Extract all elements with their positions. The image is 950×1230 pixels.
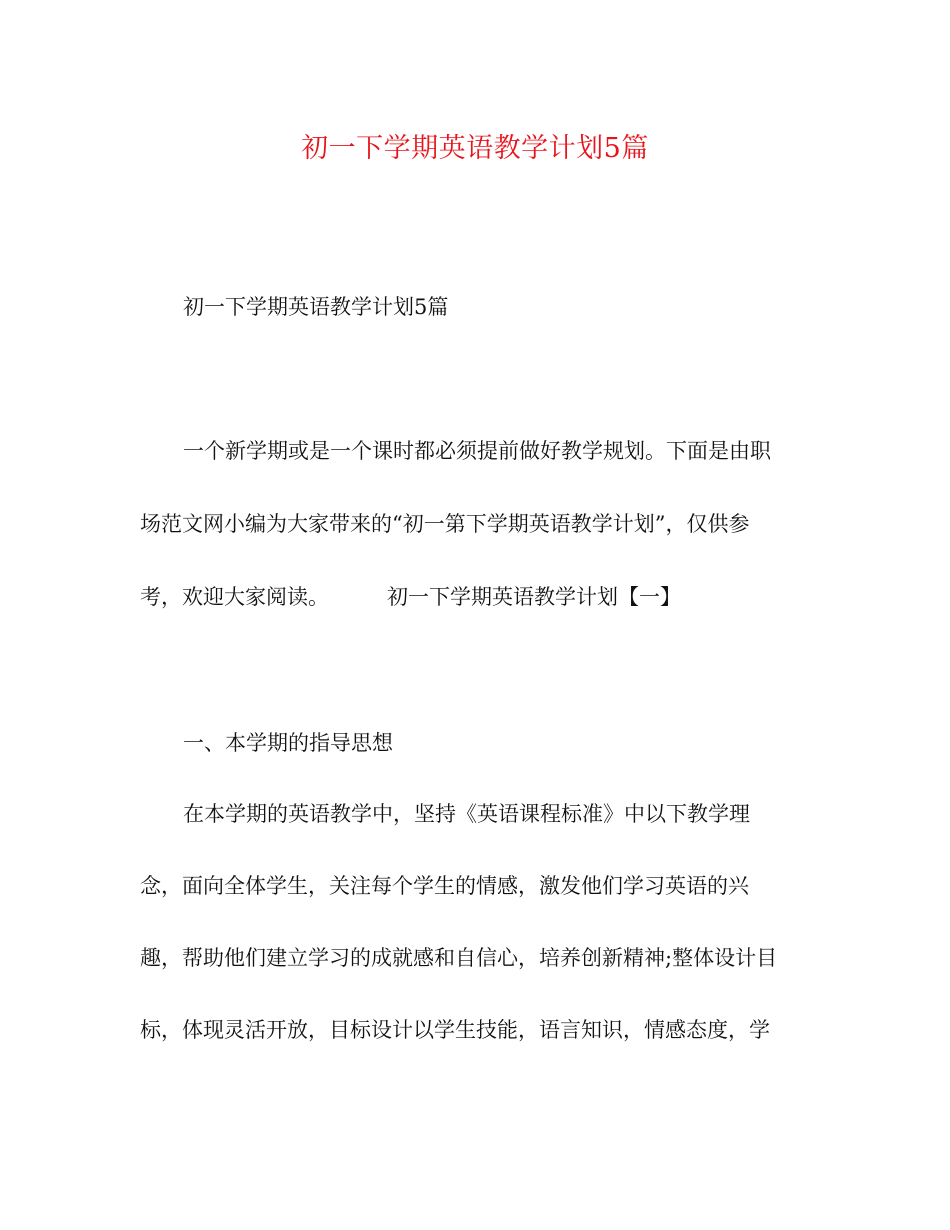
body-line-2: 念，面向全体学生，关注每个学生的情感，激发他们学习英语的兴 xyxy=(140,874,749,898)
intro-line-3-text: 考，欢迎大家阅读。 xyxy=(140,585,329,609)
intro-line-2: 场范文网小编为大家带来的“初一第下学期英语教学计划”，仅供参 xyxy=(140,512,750,536)
section-heading: 一、本学期的指导思想 xyxy=(183,731,393,755)
intro-line-3 xyxy=(140,581,820,613)
body-line-4: 标，体现灵活开放，目标设计以学生技能，语言知识，情感态度，学 xyxy=(140,1018,770,1042)
document-title: 初一下学期英语教学计划5篇 xyxy=(301,133,649,164)
document-subtitle: 初一下学期英语教学计划5篇 xyxy=(183,295,449,319)
body-line-3: 趣，帮助他们建立学习的成就感和自信心，培养创新精神;整体设计目 xyxy=(140,946,778,970)
part-heading: 初一下学期英语教学计划【一】 xyxy=(387,585,681,609)
intro-line-1: 一个新学期或是一个课时都必须提前做好教学规划。下面是由职 xyxy=(183,439,771,463)
body-line-1: 在本学期的英语教学中，坚持《英语课程标准》中以下教学理 xyxy=(183,802,750,826)
